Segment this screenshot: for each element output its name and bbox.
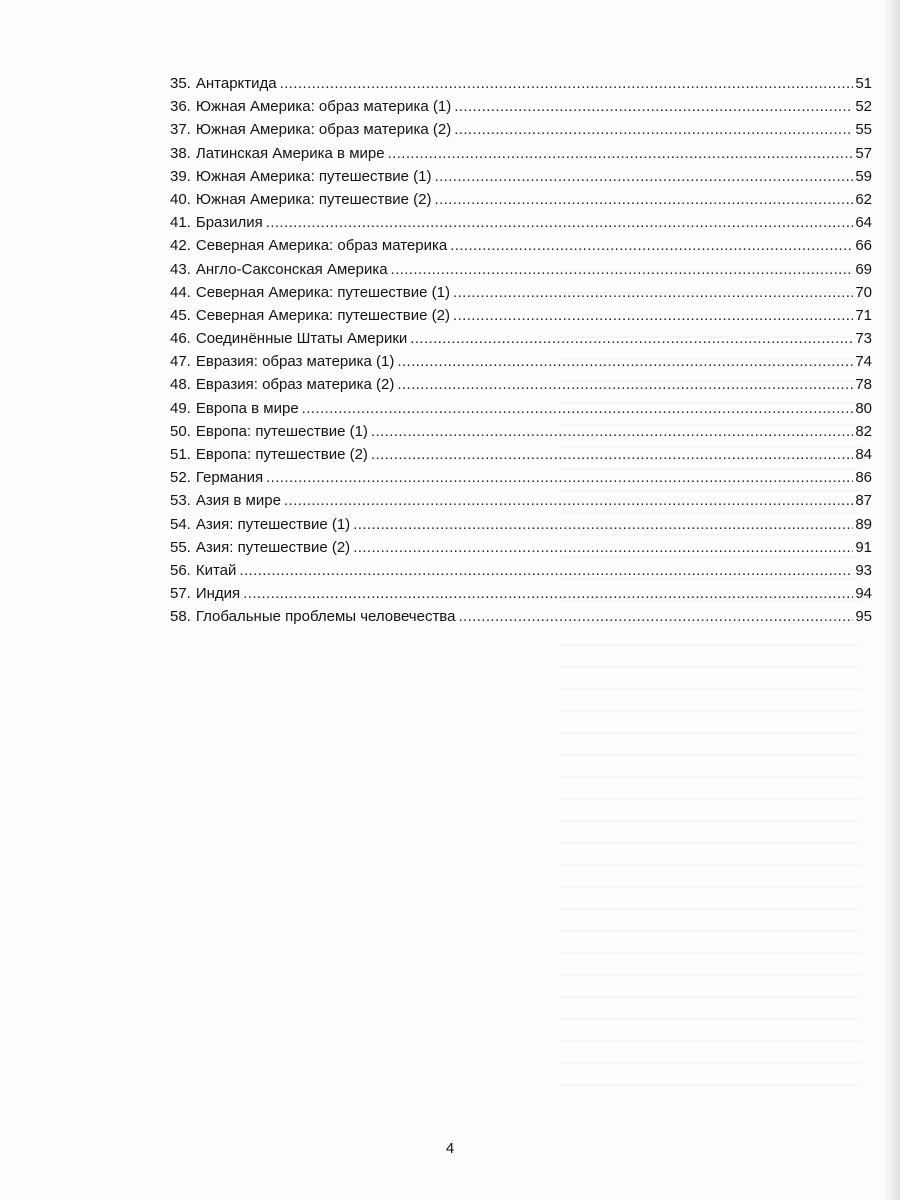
toc-entry xyxy=(170,513,872,536)
toc-entry xyxy=(170,118,872,141)
toc-entry-page: 95 xyxy=(855,608,872,626)
toc-entry-page: 91 xyxy=(855,538,872,556)
toc-entry xyxy=(170,327,872,350)
toc-entry xyxy=(170,466,872,489)
toc-entry-title: Евразия: образ материка (1) xyxy=(195,353,395,371)
toc-entry-page: 52 xyxy=(855,98,872,116)
toc-entry-page: 89 xyxy=(855,515,872,533)
toc-leader-dots xyxy=(450,234,853,257)
toc-entry-number: 40. xyxy=(170,190,191,208)
toc-entry-number: 43. xyxy=(170,260,191,278)
toc-entry xyxy=(170,165,872,188)
toc-entry-number: 36. xyxy=(170,98,191,116)
toc-entry-number: 56. xyxy=(170,561,191,579)
toc-leader-dots xyxy=(454,118,853,141)
toc-leader-dots xyxy=(458,605,853,628)
toc-leader-dots xyxy=(353,536,853,559)
toc-leader-dots xyxy=(435,165,854,188)
toc-entry-page: 94 xyxy=(855,585,872,603)
toc-entry-title: Северная Америка: путешествие (1) xyxy=(195,283,450,301)
toc-entry-number: 45. xyxy=(170,306,191,324)
toc-leader-dots xyxy=(371,420,853,443)
toc-entry-title: Индия xyxy=(195,585,241,603)
toc-entry xyxy=(170,281,872,304)
toc-entry-title: Европа в мире xyxy=(195,399,299,417)
toc-entry-page: 93 xyxy=(855,561,872,579)
toc-entry xyxy=(170,258,872,281)
toc-entry-title: Северная Америка: путешествие (2) xyxy=(195,306,450,324)
toc-entry-number: 51. xyxy=(170,446,191,463)
toc-entry-page: 73 xyxy=(855,330,872,348)
toc-entry xyxy=(170,188,872,211)
toc-entry-number: 42. xyxy=(170,237,191,255)
toc-entry-number: 47. xyxy=(170,353,191,371)
toc-entry-title: Антарктида xyxy=(195,75,277,92)
toc-entry xyxy=(170,443,872,466)
page-edge-shadow xyxy=(882,0,900,1200)
toc-leader-dots xyxy=(243,582,853,605)
toc-entry-title: Евразия: образ материка (2) xyxy=(195,376,395,394)
toc-entry-page: 64 xyxy=(855,214,872,232)
toc-entry-title: Китай xyxy=(195,561,237,579)
toc-entry-page: 69 xyxy=(855,260,872,278)
toc-entry xyxy=(170,420,872,443)
toc-entry-page: 66 xyxy=(855,237,872,255)
toc-entry-title: Азия в мире xyxy=(195,492,281,510)
toc-entry-title: Южная Америка: путешествие (2) xyxy=(195,190,432,208)
toc-entry-title: Соединённые Штаты Америки xyxy=(195,330,408,348)
toc-entry-title: Южная Америка: путешествие (1) xyxy=(195,167,432,185)
toc-entry-page: 78 xyxy=(855,376,872,394)
toc-entry-number: 41. xyxy=(170,214,191,232)
toc-entry-page: 87 xyxy=(855,492,872,510)
toc-entry-page: 86 xyxy=(855,469,872,487)
toc-leader-dots xyxy=(397,373,853,396)
toc-entry-page: 57 xyxy=(855,144,872,162)
toc-entry-page: 70 xyxy=(855,283,872,301)
toc-entry-number: 50. xyxy=(170,422,191,440)
toc-entry-number: 48. xyxy=(170,376,191,394)
toc-entry-page: 62 xyxy=(855,190,872,208)
toc-leader-dots xyxy=(284,489,853,512)
toc-entry-title: Германия xyxy=(195,469,264,487)
toc-entry xyxy=(170,397,872,420)
toc-entry-title: Европа: путешествие (2) xyxy=(195,446,368,463)
toc-entry-number: 37. xyxy=(170,121,191,139)
toc-leader-dots xyxy=(239,559,853,582)
toc-leader-dots xyxy=(453,281,853,304)
toc-entry-page: 80 xyxy=(855,399,872,417)
toc-entry-title: Азия: путешествие (2) xyxy=(195,538,351,556)
toc-entry xyxy=(170,95,872,118)
toc-entry-page: 74 xyxy=(855,353,872,371)
toc-entry-number: 39. xyxy=(170,167,191,185)
toc-leader-dots xyxy=(371,443,853,466)
toc-leader-dots xyxy=(266,211,854,234)
toc-entry-number: 46. xyxy=(170,330,191,348)
toc-leader-dots xyxy=(397,350,853,373)
toc-entry-number: 52. xyxy=(170,469,191,487)
toc-leader-dots xyxy=(388,142,854,165)
toc-entry xyxy=(170,72,872,95)
toc-entry-title: Южная Америка: образ материка (2) xyxy=(195,121,452,139)
toc-entry xyxy=(170,373,872,396)
toc-entry xyxy=(170,582,872,605)
table-of-contents xyxy=(170,72,872,629)
toc-entry-page: 82 xyxy=(855,422,872,440)
toc-entry xyxy=(170,489,872,512)
toc-entry xyxy=(170,605,872,628)
toc-leader-dots xyxy=(280,72,854,95)
toc-entry-page: 55 xyxy=(855,121,872,139)
page-number: 4 xyxy=(445,1140,455,1157)
toc-entry xyxy=(170,350,872,373)
toc-entry xyxy=(170,234,872,257)
toc-entry-title: Северная Америка: образ материка xyxy=(195,237,448,255)
toc-entry-number: 49. xyxy=(170,399,191,417)
toc-entry-page: 59 xyxy=(855,167,872,185)
toc-leader-dots xyxy=(435,188,854,211)
toc-entry-page: 71 xyxy=(855,306,872,324)
toc-leader-dots xyxy=(266,466,853,489)
toc-entry-number: 55. xyxy=(170,538,191,556)
toc-entry-number: 44. xyxy=(170,283,191,301)
toc-entry xyxy=(170,536,872,559)
toc-leader-dots xyxy=(353,513,853,536)
toc-entry xyxy=(170,211,872,234)
toc-entry-page: 51 xyxy=(855,75,872,92)
toc-entry-number: 53. xyxy=(170,492,191,510)
toc-entry-title: Латинская Америка в мире xyxy=(195,144,385,162)
toc-entry-number: 38. xyxy=(170,144,191,162)
toc-leader-dots xyxy=(391,258,854,281)
toc-entry-number: 57. xyxy=(170,585,191,603)
toc-entry-page: 84 xyxy=(855,446,872,463)
toc-leader-dots xyxy=(410,327,853,350)
toc-entry xyxy=(170,304,872,327)
toc-entry-number: 54. xyxy=(170,515,191,533)
toc-entry-number: 35. xyxy=(170,75,191,92)
toc-leader-dots xyxy=(453,304,853,327)
toc-entry-title: Бразилия xyxy=(195,214,263,232)
toc-entry-title: Глобальные проблемы человечества xyxy=(195,608,456,626)
toc-entry-title: Англо-Саксонская Америка xyxy=(195,260,388,278)
toc-entry-number: 58. xyxy=(170,608,191,626)
toc-entry xyxy=(170,142,872,165)
toc-entry-title: Азия: путешествие (1) xyxy=(195,515,351,533)
toc-leader-dots xyxy=(454,95,853,118)
toc-entry-title: Европа: путешествие (1) xyxy=(195,422,368,440)
toc-leader-dots xyxy=(302,397,854,420)
toc-entry-title: Южная Америка: образ материка (1) xyxy=(195,98,452,116)
toc-entry xyxy=(170,559,872,582)
